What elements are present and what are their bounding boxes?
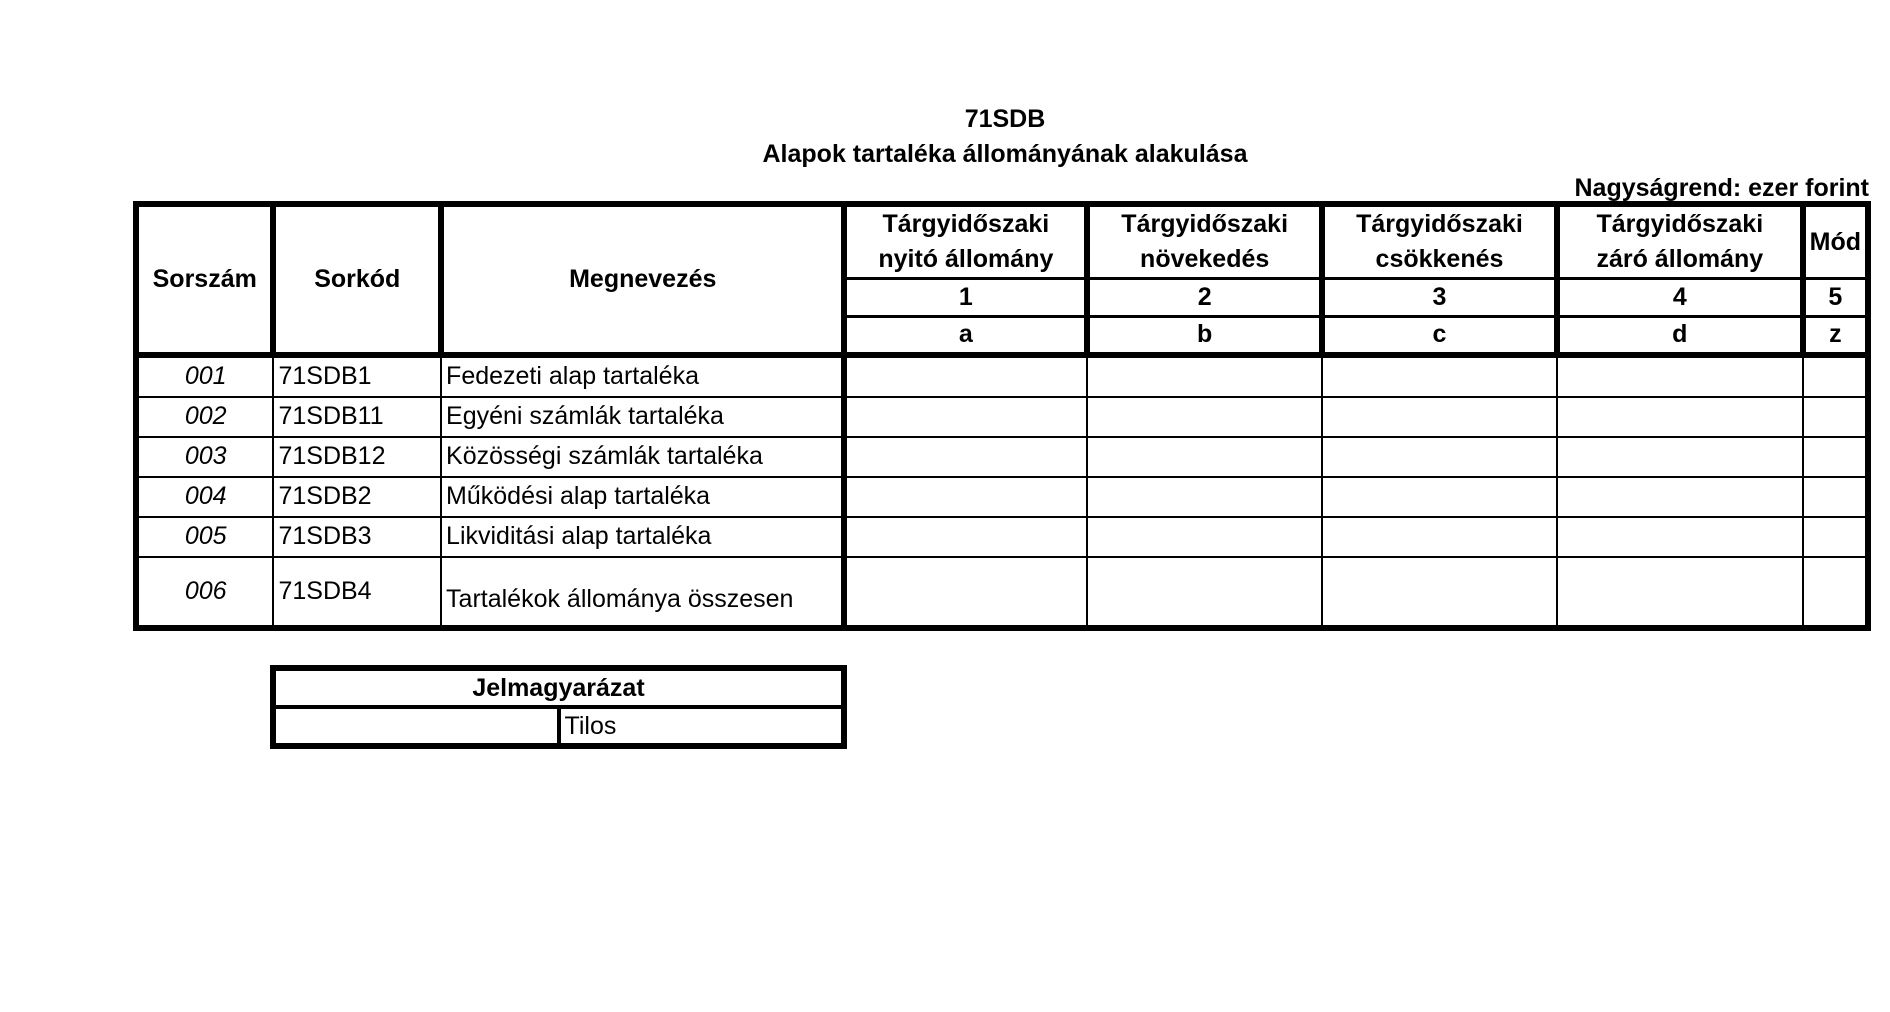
cell-a[interactable] [844,437,1087,477]
col-number-3: 3 [1322,279,1557,317]
col-letter-a: a [844,317,1087,355]
cell-c[interactable] [1322,477,1557,517]
col-letter-b: b [1087,317,1322,355]
cell-d[interactable] [1557,557,1803,628]
cell-z[interactable] [1803,517,1868,557]
row-name: Közösségi számlák tartaléka [441,437,844,477]
row-name: Likviditási alap tartaléka [441,517,844,557]
row-code: 71SDB11 [273,397,441,437]
cell-z[interactable] [1803,437,1868,477]
header-novekedes-line1: Tárgyidőszaki [1121,210,1289,238]
cell-d[interactable] [1557,437,1803,477]
row-code: 71SDB4 [273,557,441,628]
header-csokkenes-line2: csökkenés [1375,245,1504,273]
table-row [136,437,1868,477]
col-letter-c: c [1322,317,1557,355]
table-row [136,355,1868,397]
cell-c[interactable] [1322,557,1557,628]
header-mod: Mód [1803,204,1868,279]
row-name: Működési alap tartaléka [441,477,844,517]
cell-d[interactable] [1557,355,1803,397]
header-csokkenes-line1: Tárgyidőszaki [1356,210,1523,238]
legend-swatch [273,707,559,746]
cell-a[interactable] [844,517,1087,557]
col-number-2: 2 [1087,279,1322,317]
cell-a[interactable] [844,477,1087,517]
row-number: 006 [136,557,273,628]
cell-b[interactable] [1087,397,1322,437]
row-name: Fedezeti alap tartaléka [441,355,844,397]
row-name: Egyéni számlák tartaléka [441,397,844,437]
form-code: 71SDB [964,105,1046,133]
cell-z[interactable] [1803,397,1868,437]
col-number-5: 5 [1803,279,1868,317]
cell-c[interactable] [1322,517,1557,557]
header-sorkod: Sorkód [273,204,441,355]
row-name-text: Tartalékok állománya összesen [446,584,794,613]
col-letter-d: d [1557,317,1803,355]
row-number: 004 [136,477,273,517]
cell-d[interactable] [1557,477,1803,517]
legend-table [270,665,847,749]
cell-b[interactable] [1087,557,1322,628]
header-novekedes [1087,204,1322,279]
cell-z[interactable] [1803,557,1868,628]
header-csokkenes [1322,204,1557,279]
header-nyito-line1: Tárgyidőszaki [882,210,1050,238]
row-number: 003 [136,437,273,477]
col-number-1: 1 [844,279,1087,317]
table-row [136,397,1868,437]
header-zaro-line1: Tárgyidőszaki [1596,210,1764,238]
cell-a[interactable] [844,397,1087,437]
header-zaro-line2: záró állomány [1596,245,1764,273]
header-nyito-line2: nyitó állomány [878,245,1054,273]
cell-b[interactable] [1087,477,1322,517]
col-number-4: 4 [1557,279,1803,317]
header-zaro [1557,204,1803,279]
header-sorszam: Sorszám [136,204,273,355]
table-row [136,477,1868,517]
cell-b[interactable] [1087,437,1322,477]
table-row [136,517,1868,557]
cell-c[interactable] [1322,355,1557,397]
cell-d[interactable] [1557,517,1803,557]
cell-a[interactable] [844,355,1087,397]
cell-c[interactable] [1322,397,1557,437]
row-number: 002 [136,397,273,437]
data-table [133,201,1871,631]
row-code: 71SDB12 [273,437,441,477]
row-number: 001 [136,355,273,397]
cell-b[interactable] [1087,517,1322,557]
legend-item-label: Tilos [559,707,845,746]
row-number: 005 [136,517,273,557]
cell-z[interactable] [1803,355,1868,397]
cell-d[interactable] [1557,397,1803,437]
form-title: Alapok tartaléka állományának alakulása [762,140,1248,168]
cell-c[interactable] [1322,437,1557,477]
table-row-total [136,557,1868,628]
unit-label: Nagyságrend: ezer forint [1574,174,1869,202]
cell-z[interactable] [1803,477,1868,517]
row-code: 71SDB2 [273,477,441,517]
row-code: 71SDB1 [273,355,441,397]
cell-b[interactable] [1087,355,1322,397]
cell-a[interactable] [844,557,1087,628]
row-name [441,557,844,628]
header-nyito [844,204,1087,279]
col-letter-z: z [1803,317,1868,355]
legend-title: Jelmagyarázat [273,668,844,707]
row-code: 71SDB3 [273,517,441,557]
header-novekedes-line2: növekedés [1140,245,1270,273]
header-megnevezes: Megnevezés [441,204,844,355]
